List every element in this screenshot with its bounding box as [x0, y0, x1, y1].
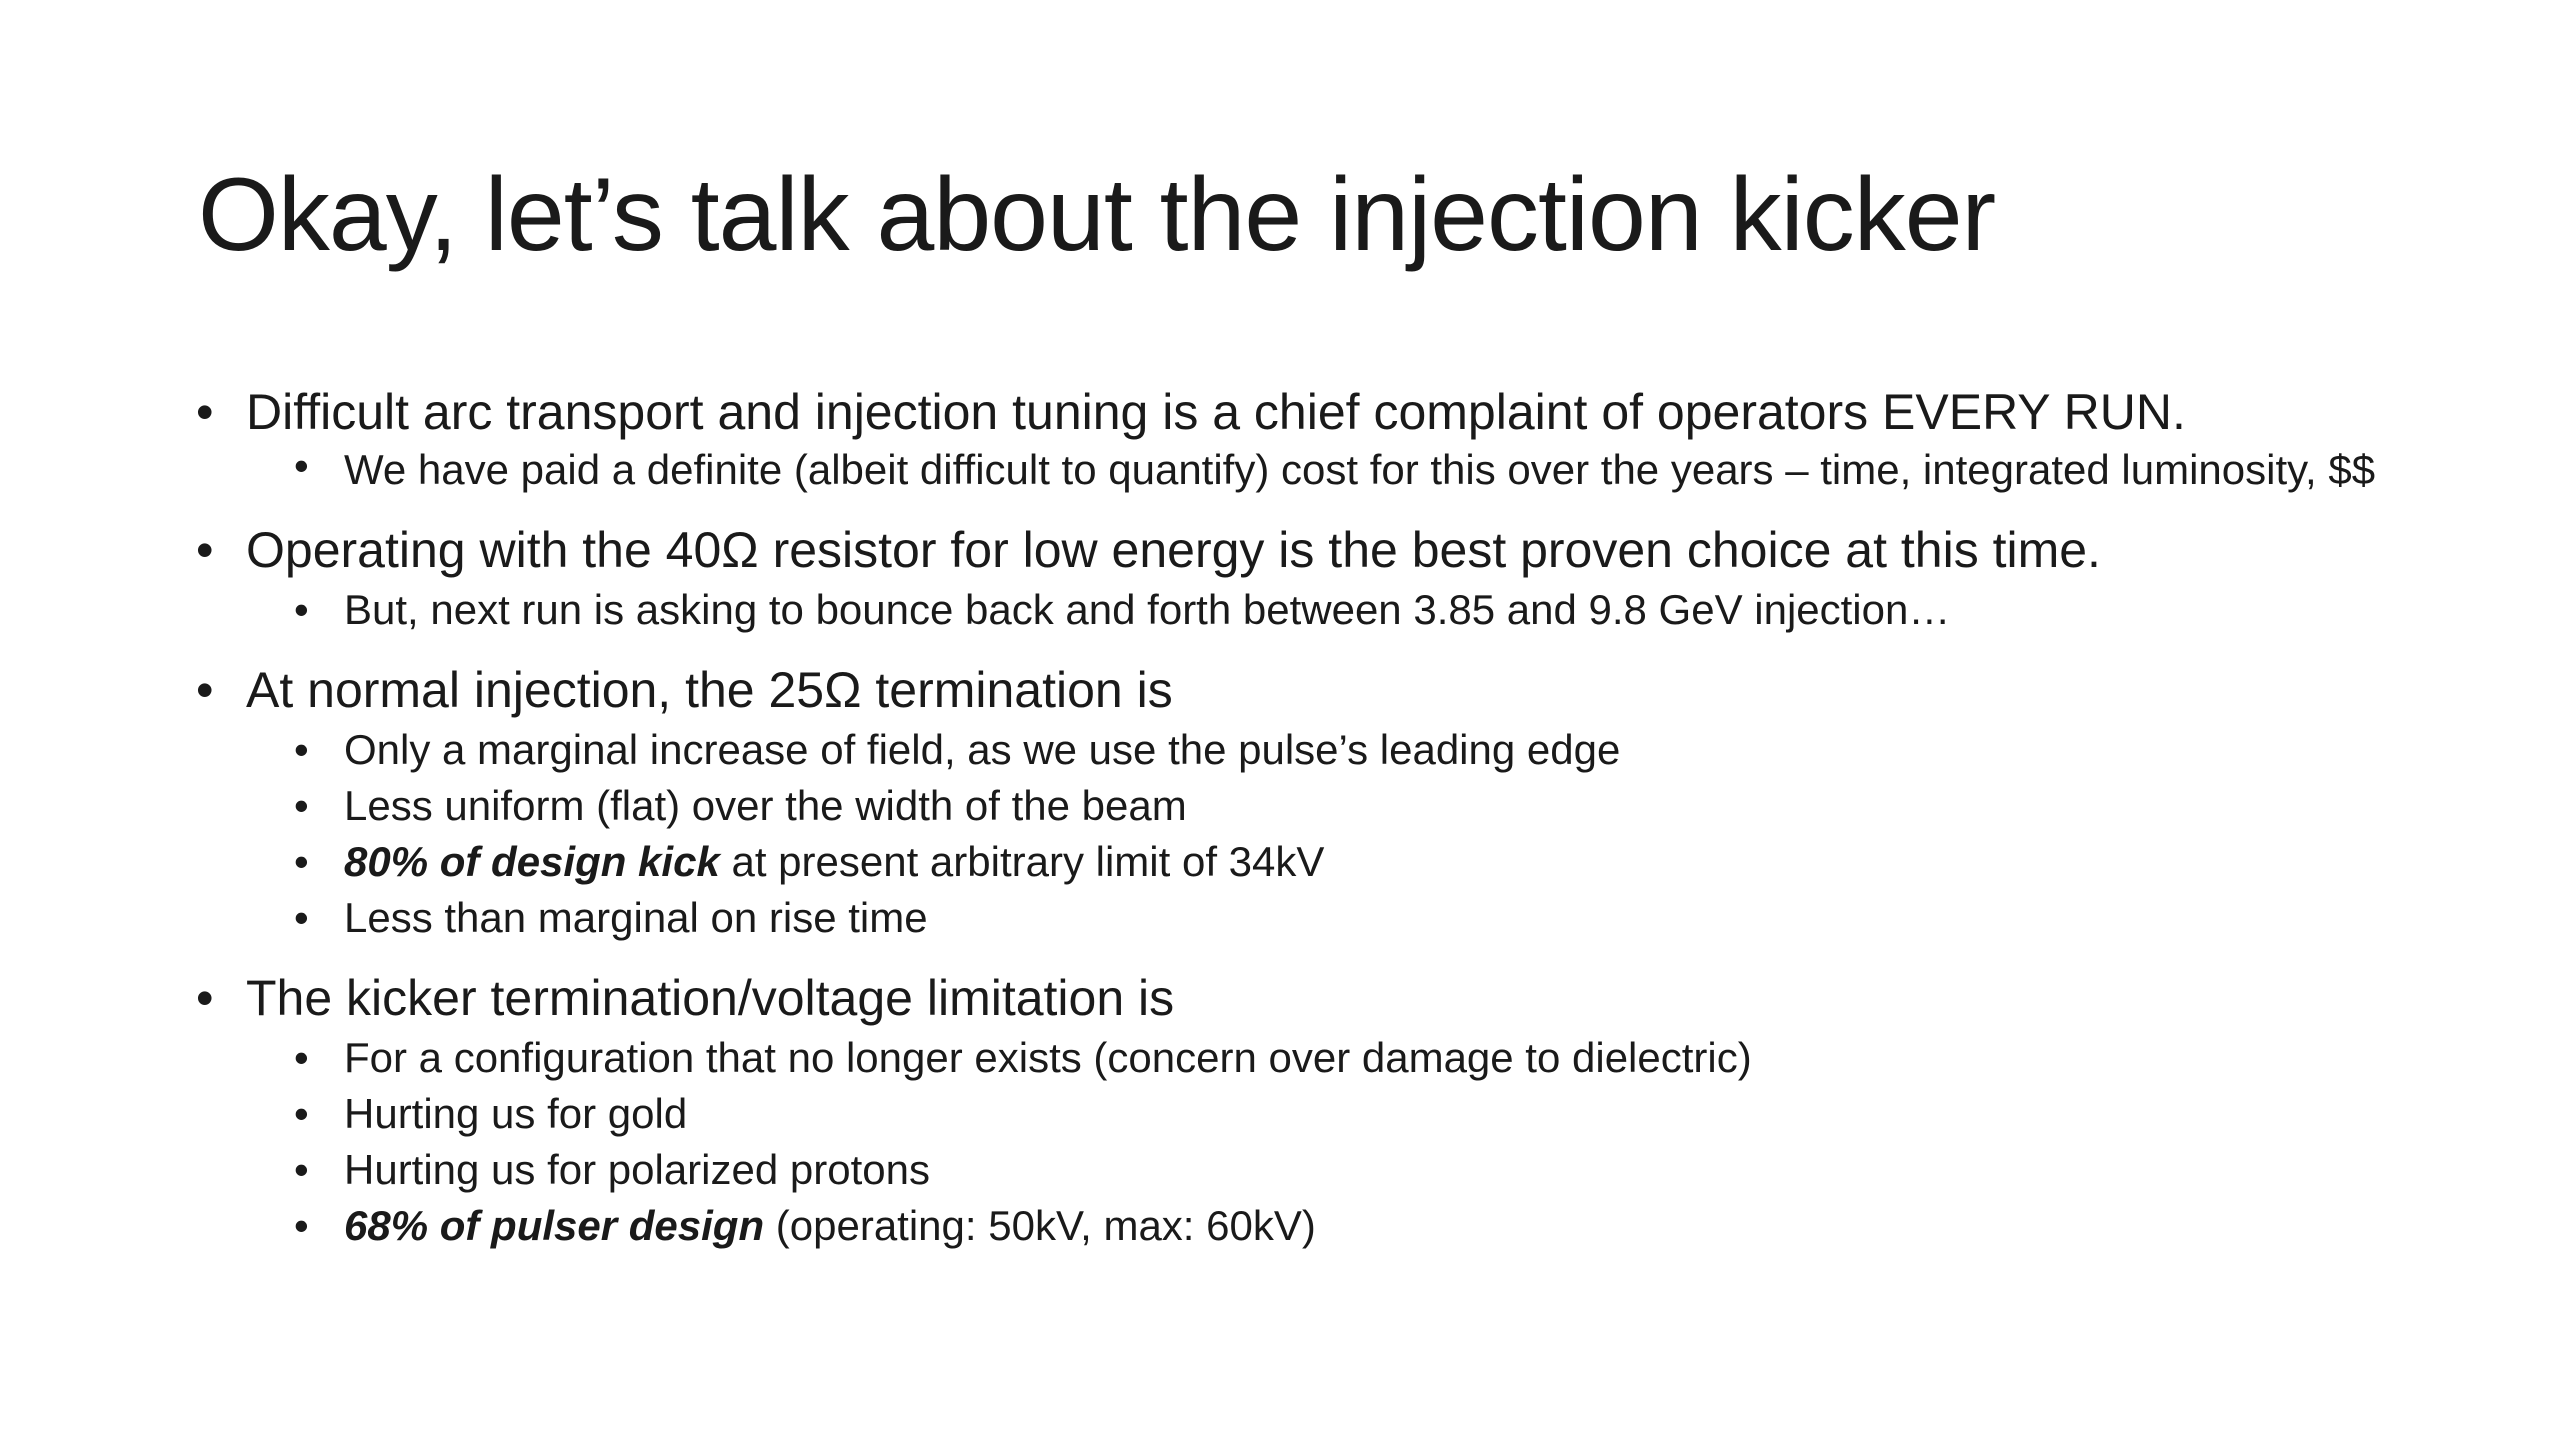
sub-bullet-text: (operating: 50kV, max: 60kV): [764, 1202, 1316, 1249]
sub-bullet-dot: •: [294, 1146, 309, 1193]
bullet-item: [196, 382, 2426, 498]
bullet-text: At normal injection, the 25Ω termination is: [246, 662, 1173, 718]
sub-bullet-item: [294, 582, 2426, 638]
sub-bullet-text: Only a marginal increase of field, as we use the pulse’s leading edge: [344, 726, 1621, 773]
bullet-text: Difficult arc transport and injection tuning is a chief complaint of operators EVERY RUN.: [246, 384, 2186, 440]
sub-bullet-text: But, next run is asking to bounce back and forth between 3.85 and 9.8 GeV injection…: [344, 586, 1951, 633]
bullet-dot: •: [196, 384, 214, 440]
sub-bullet-dot: •: [294, 442, 309, 489]
sub-bullet-item: [294, 1198, 2426, 1254]
sub-bullet-dot: •: [294, 726, 309, 773]
sub-bullet-dot: •: [294, 838, 309, 885]
bullet-text: Operating with the 40Ω resistor for low energy is the best proven choice at this time.: [246, 522, 2101, 578]
bullet-item: [196, 968, 2426, 1254]
sub-bullet-emphasis: 80% of design kick: [344, 838, 720, 885]
sub-bullet-dot: •: [294, 1090, 309, 1137]
sub-bullet-item: [294, 1086, 2426, 1142]
sub-bullet-item: [294, 890, 2426, 946]
sub-bullet-item: [294, 444, 2426, 498]
sub-bullet-list: [294, 582, 2426, 638]
bullet-list: [196, 382, 2426, 1254]
bullet-dot: •: [196, 522, 214, 578]
bullet-dot: •: [196, 970, 214, 1026]
sub-bullet-item: [294, 778, 2426, 834]
sub-bullet-text: We have paid a definite (albeit difficult to quantify) cost for this over the years – time, integrated luminosity, $$: [344, 446, 2376, 493]
sub-bullet-dot: •: [294, 1034, 309, 1081]
sub-bullet-item: [294, 834, 2426, 890]
sub-bullet-dot: •: [294, 1202, 309, 1249]
sub-bullet-text: at present arbitrary limit of 34kV: [719, 838, 1325, 885]
sub-bullet-dot: •: [294, 894, 309, 941]
sub-bullet-list: [294, 722, 2426, 946]
sub-bullet-item: [294, 1030, 2426, 1086]
slide-body: [196, 382, 2426, 1254]
sub-bullet-dot: •: [294, 782, 309, 829]
sub-bullet-text: For a configuration that no longer exists (concern over damage to dielectric): [344, 1034, 1752, 1081]
bullet-item: [196, 660, 2426, 946]
sub-bullet-list: [294, 1030, 2426, 1254]
slide-title: Okay, let’s talk about the injection kicker: [198, 157, 1996, 273]
sub-bullet-emphasis: 68% of pulser design: [344, 1202, 765, 1249]
sub-bullet-text: Hurting us for gold: [344, 1090, 688, 1137]
sub-bullet-text: Less uniform (flat) over the width of the beam: [344, 782, 1187, 829]
bullet-text: The kicker termination/voltage limitation is: [246, 970, 1175, 1026]
bullet-item: [196, 520, 2426, 638]
sub-bullet-item: [294, 1142, 2426, 1198]
sub-bullet-item: [294, 722, 2426, 778]
bullet-dot: •: [196, 662, 214, 718]
sub-bullet-list: [294, 444, 2426, 498]
sub-bullet-text: Hurting us for polarized protons: [344, 1146, 930, 1193]
sub-bullet-text: Less than marginal on rise time: [344, 894, 928, 941]
sub-bullet-dot: •: [294, 586, 309, 633]
